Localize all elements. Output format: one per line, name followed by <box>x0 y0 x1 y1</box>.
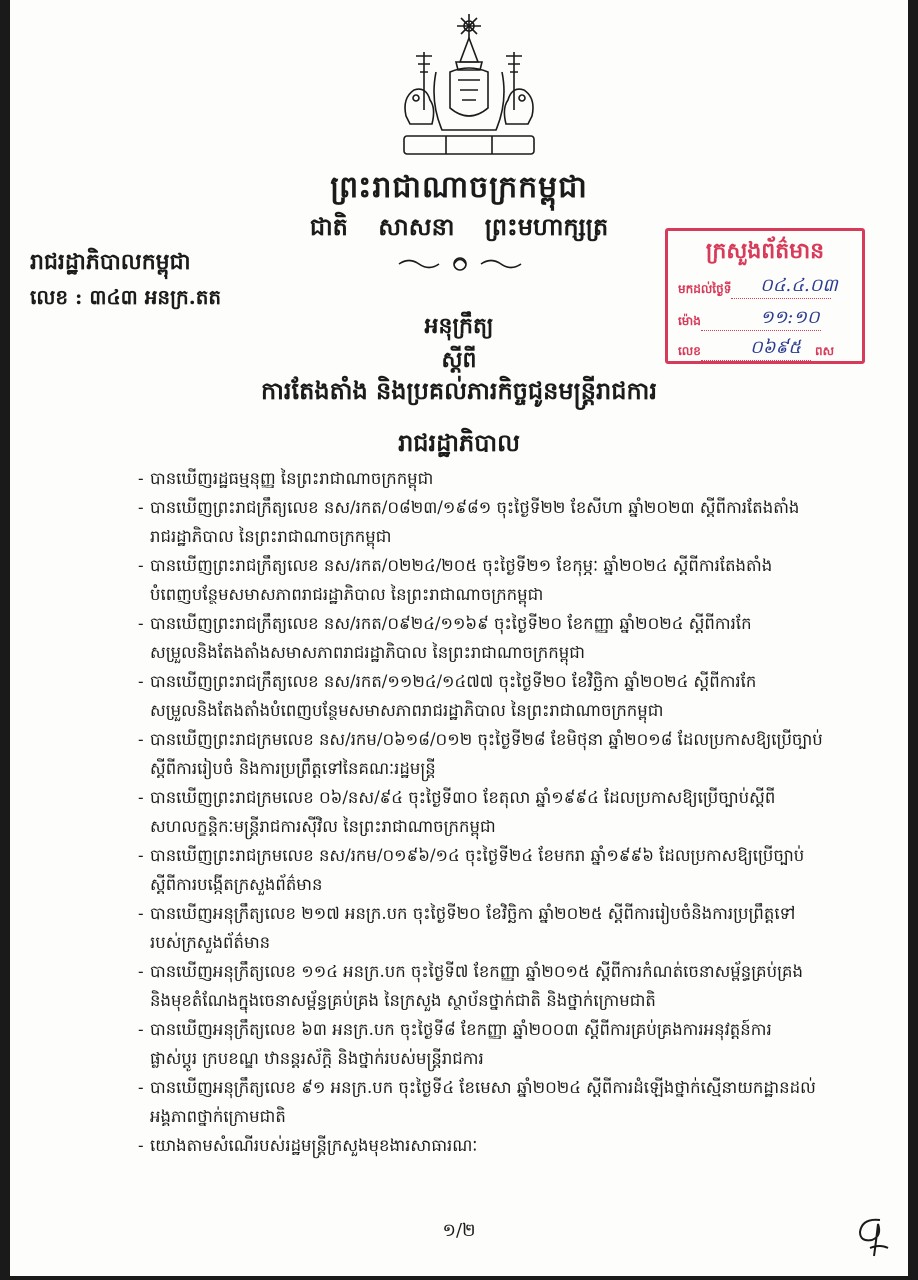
issuer-name: រាជរដ្ឋាភិបាលកម្ពុជា <box>30 249 191 275</box>
list-item: - បានឃើញព្រះរាជក្រឹត្យលេខ នស/រកត/១១២៤/១៤៧៧ ចុះថ្ងៃទី២០ ខែវិច្ឆិកា ឆ្នាំ២០២៤ ស្តីពីការកែ សម្រួលនិងតែងតាំងបំពេញបន្ថែមសមាសភាពរាជរដ្ឋាភិបាល នៃព្រះរាជាណាចក្រកម្ពុជា <box>138 667 878 725</box>
document-subject: ការតែងតាំង និងប្រគល់ភារកិច្ចជូនមន្ត្រីរាជការ <box>261 376 657 405</box>
kingdom-name: ព្រះរាជាណាចក្រកម្ពុជា <box>330 170 588 205</box>
page-number: ១/២ <box>442 1220 476 1241</box>
national-motto: ជាតិ សាសនា ព្រះមហាក្សត្រ <box>309 212 609 241</box>
list-item: - បានឃើញព្រះរាជក្រមលេខ នស/រកម/០៦១៨/០១២ ចុះថ្ងៃទី២៨ ខែមិថុនា ឆ្នាំ២០១៨ ដែលប្រកាសឱ្យប្រើច្បាប់ ស្តីពីការរៀបចំ និងការប្រព្រឹត្តទៅនៃគណៈរដ្ឋមន្ត្រី <box>138 725 878 783</box>
stamp-number-value: ០៦៩៥ <box>750 337 801 358</box>
list-item: - បានឃើញព្រះរាជក្រឹត្យលេខ នស/រកត/០៨២៣/១៩៨១ ចុះថ្ងៃទី២២ ខែសីហា ឆ្នាំ២០២៣ ស្តីពីការតែងតាំង រាជរដ្ឋាភិបាល នៃព្រះរាជាណាចក្រកម្ពុជា <box>138 493 878 551</box>
reference-list <box>138 464 878 1160</box>
stamp-number-label: លេខ <box>678 344 701 358</box>
list-item: - បានឃើញអនុក្រឹត្យលេខ ៩១ អនក្រ.បក ចុះថ្ងៃទី៤ ខែមេសា ឆ្នាំ២០២៤ ស្តីពីការដំឡើងថ្នាក់ស្មើនាយកដ្ឋានដល់ អង្គភាពថ្នាក់ក្រោមជាតិ <box>138 1073 878 1131</box>
stamp-time-label: ម៉ោង <box>678 314 701 328</box>
document-about: ស្តីពី <box>441 347 477 373</box>
decree-number: លេខ : ៣៤៣ អនក្រ.តត <box>30 285 222 309</box>
list-item: - បានឃើញអនុក្រឹត្យលេខ ២១៧ អនក្រ.បក ចុះថ្ងៃទី២០ ខែវិច្ឆិកា ឆ្នាំ២០២៥ ស្តីពីការរៀបចំនិងការប្រព្រឹត្តទៅ របស់ក្រសួងព័ត៌មាន <box>138 899 878 957</box>
list-item: - បានឃើញព្រះរាជក្រឹត្យលេខ នស/រកត/០២២៤/២០៥ ចុះថ្ងៃទី២១ ខែកុម្ភៈ ឆ្នាំ២០២៤ ស្តីពីការតែងតាំង បំពេញបន្ថែមសមាសភាពរាជរដ្ឋាភិបាល នៃព្រះរាជាណាចក្រកម្ពុជា <box>138 551 878 609</box>
list-item: - បានឃើញរដ្ឋធម្មនុញ្ញ នៃព្រះរាជាណាចក្រកម្ពុជា <box>138 464 878 493</box>
list-item: - បានឃើញអនុក្រឹត្យលេខ ១១៤ អនក្រ.បក ចុះថ្ងៃទី៧ ខែកញ្ញា ឆ្នាំ២០១៥ ស្តីពីការកំណត់ចេនាសម្ព័ន្ធគ្រប់គ្រង និងមុខតំណែងក្នុងចេនាសម្ព័ន្ធគ្រប់គ្រង នៃក្រសួង ស្ថាប័នថ្នាក់ជាតិ និងថ្នាក់ក្រោមជាតិ <box>138 957 878 1015</box>
list-item: - បានឃើញអនុក្រឹត្យលេខ ៦៣ អនក្រ.បក ចុះថ្ងៃទី៨ ខែកញ្ញា ឆ្នាំ២០០៣ ស្តីពីការគ្រប់គ្រងការអនុវត្តន៍ការ ផ្លាស់ប្តូរ ក្របខណ្ឌ ឋានន្តរស័ក្តិ និងថ្នាក់របស់មន្ត្រីរាជការ <box>138 1015 878 1073</box>
handwritten-initial-icon <box>850 1212 894 1260</box>
list-item: - យោងតាមសំណើរបស់រដ្ឋមន្ត្រីក្រសួងមុខងារសាធារណៈ <box>138 1131 878 1160</box>
stamp-date-value: ០៤.៤.០៣ <box>760 275 838 296</box>
document-page <box>10 0 908 1276</box>
royal-coat-of-arms-icon <box>396 12 542 160</box>
stamp-time-value: ១១:១០ <box>760 307 820 328</box>
document-type: អនុក្រឹត្យ <box>424 313 494 339</box>
decorative-ornament-icon <box>395 253 525 275</box>
list-item: - បានឃើញព្រះរាជក្រមលេខ ០៦/នស/៩៤ ចុះថ្ងៃទី៣០ ខែតុលា ឆ្នាំ១៩៩៤ ដែលប្រកាសឱ្យប្រើច្បាប់ស្តីពី សហលក្ខន្តិកៈមន្ត្រីរាជការស៊ីវិល នៃព្រះរាជាណាចក្រកម្ពុជា <box>138 783 878 841</box>
list-item: - បានឃើញព្រះរាជក្រឹត្យលេខ នស/រកត/០៩២៤/១១៦៩ ចុះថ្ងៃទី២០ ខែកញ្ញា ឆ្នាំ២០២៤ ស្តីពីការកែ សម្រួលនិងតែងតាំងសមាសភាពរាជរដ្ឋាភិបាល នៃព្រះរាជាណាចក្រកម្ពុជា <box>138 609 878 667</box>
stamp-date-label: មកដល់ថ្ងៃទី <box>678 282 732 296</box>
list-item: - បានឃើញព្រះរាជក្រមលេខ នស/រកម/០១៩៦/១៤ ចុះថ្ងៃទី២៤ ខែមករា ឆ្នាំ១៩៩៦ ដែលប្រកាសឱ្យប្រើច្បាប់ ស្តីពីការបង្កើតក្រសួងព័ត៌មាន <box>138 841 878 899</box>
issuing-authority: រាជរដ្ឋាភិបាល <box>398 428 520 457</box>
stamp-number-suffix: ពស <box>815 344 835 358</box>
stamp-title: ក្រសួងព័ត៌មាន <box>705 238 825 264</box>
